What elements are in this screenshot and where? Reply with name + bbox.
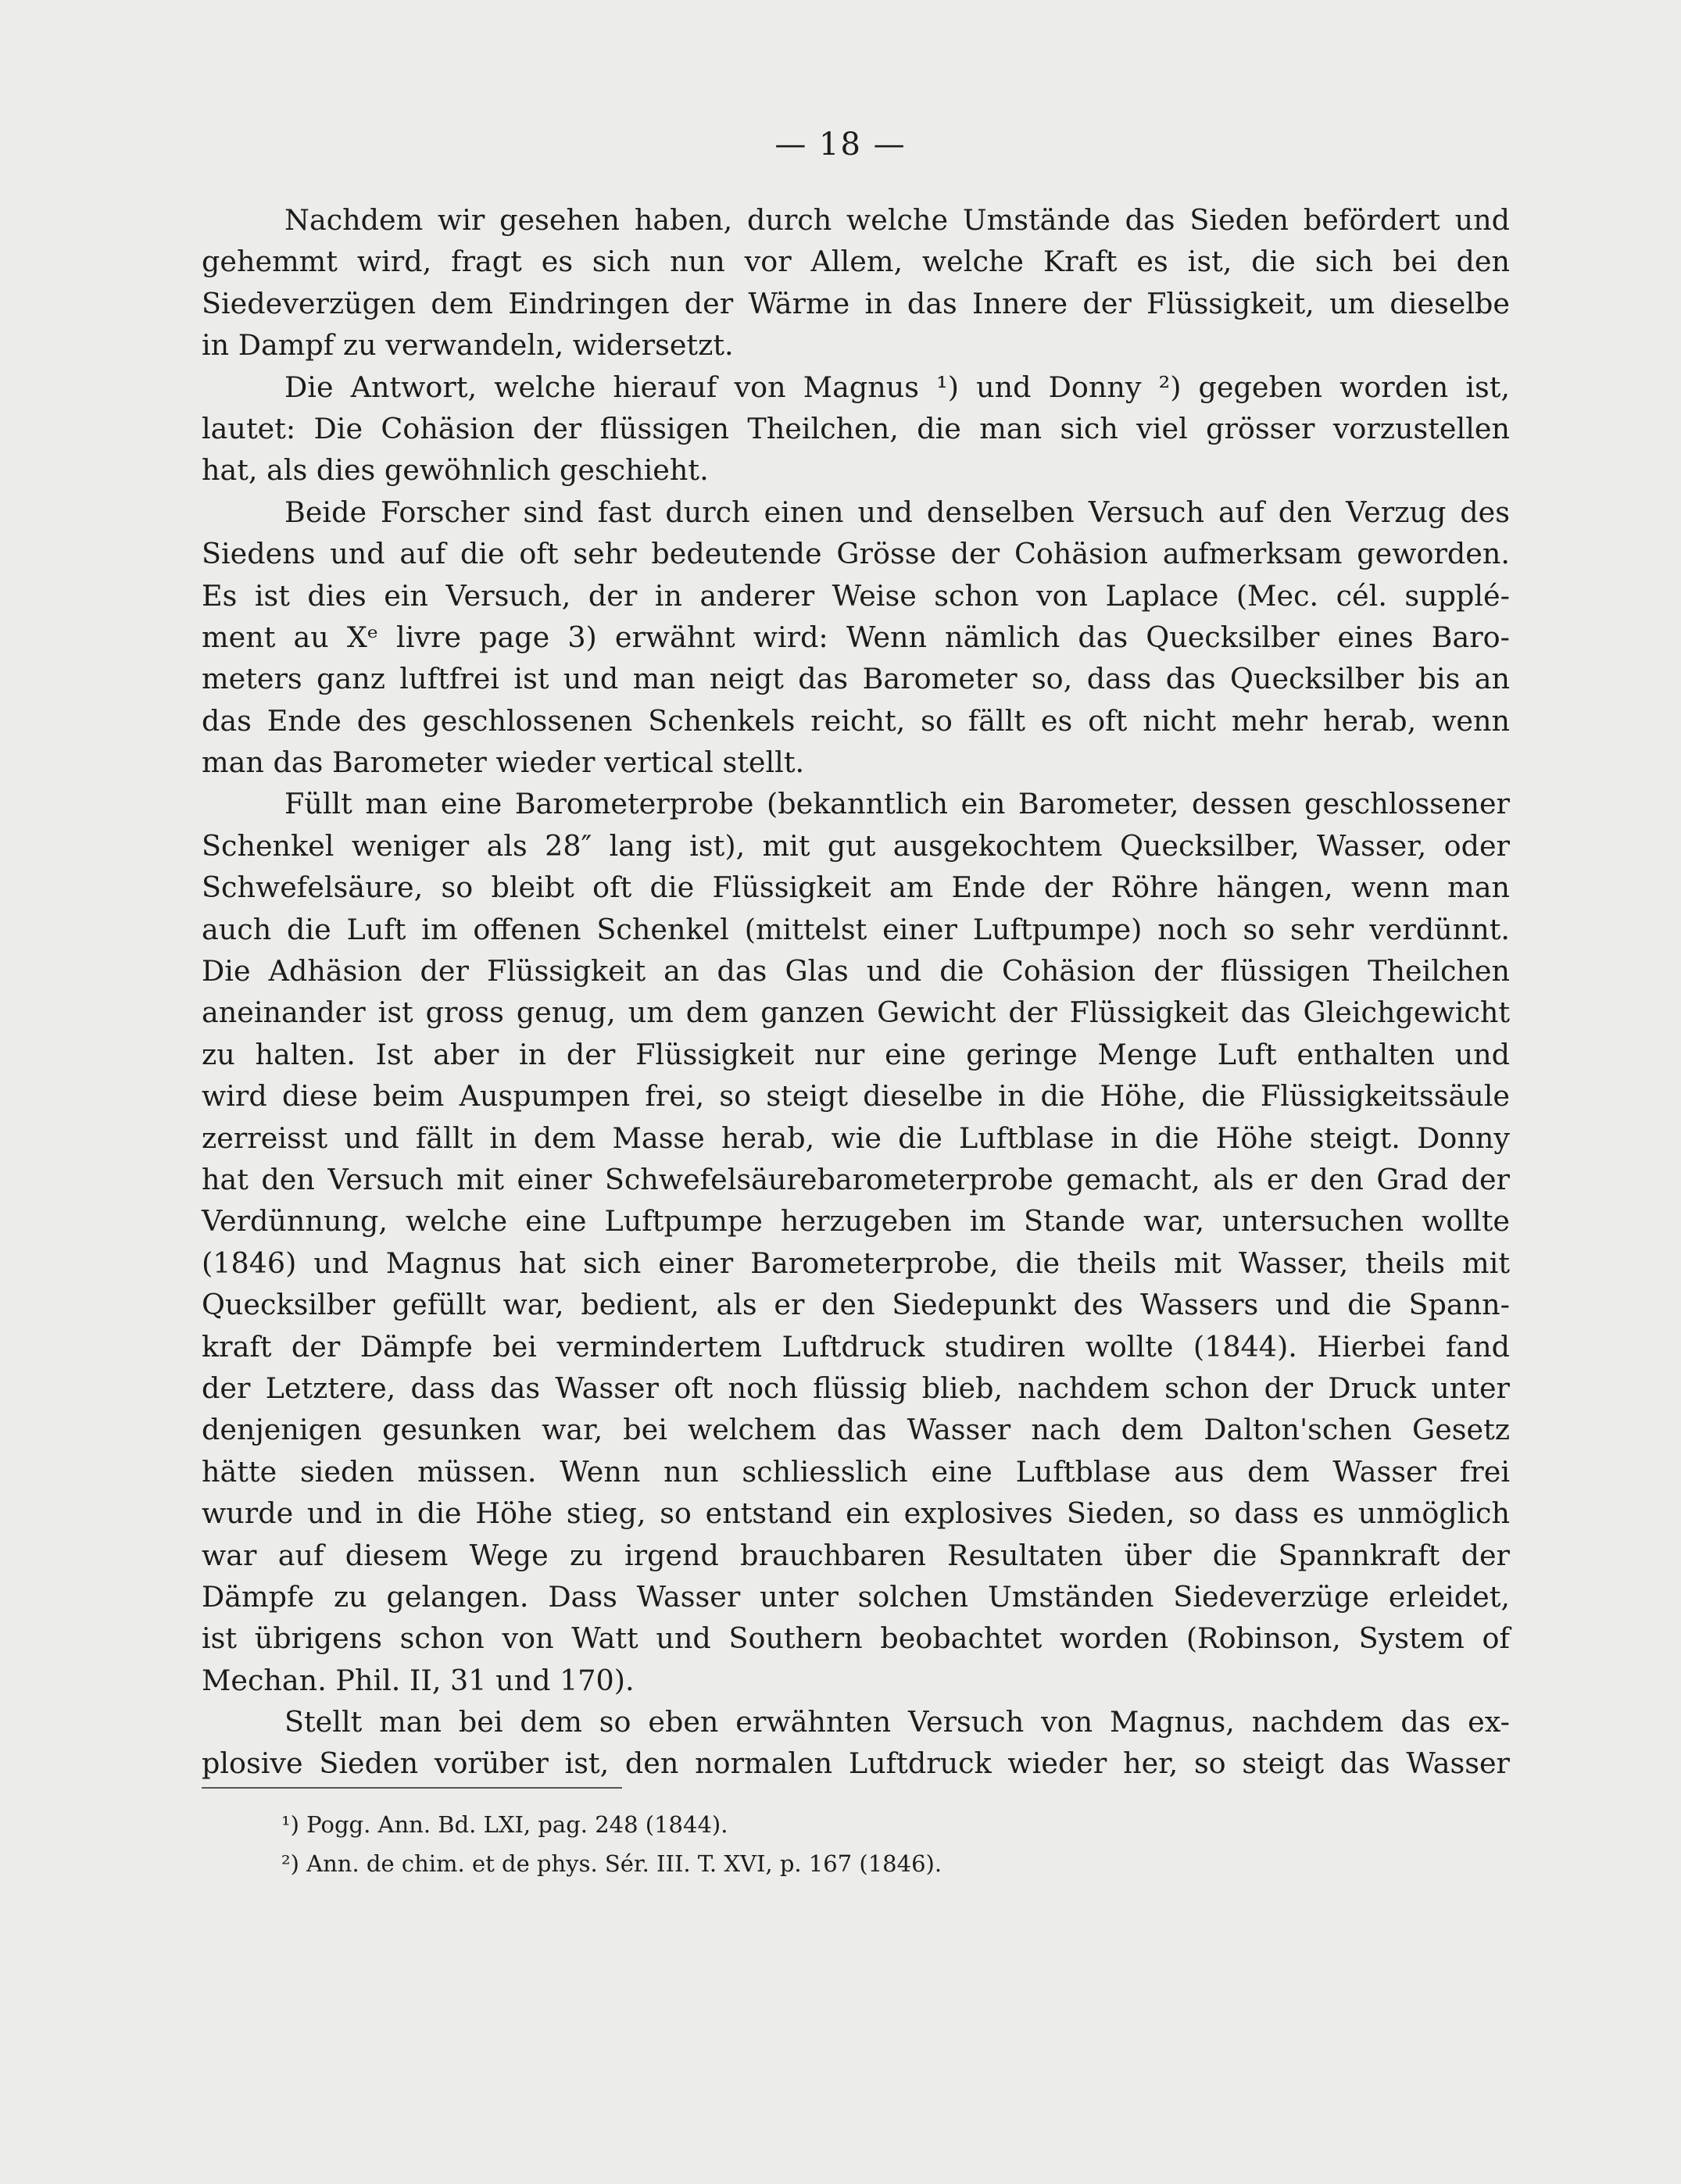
footnote-rule: [202, 1787, 622, 1789]
text-line: auch die Luft im offenen Schenkel (mittelst einer Luftpumpe) noch so sehr verdünnt.: [202, 912, 1510, 946]
text-line: Mechan. Phil. II, 31 und 170).: [202, 1663, 635, 1697]
text-line: aneinander ist gross genug, um dem ganzen Gewicht der Flüssigkeit das Gleichgewicht: [202, 995, 1510, 1030]
text-line: Schenkel weniger als 28″ lang ist), mit gut ausgekochtem Quecksilber, Wasser, oder: [202, 828, 1510, 863]
text-line: der Letztere, dass das Wasser oft noch flüssig blieb, nachdem schon der Druck unter: [202, 1371, 1510, 1405]
footnote-2: ²) Ann. de chim. et de phys. Sér. III. T. XVI, p. 167 (1846).: [281, 1850, 942, 1877]
text-line: hat, als dies gewöhnlich geschieht.: [202, 453, 709, 488]
text-line: lautet: Die Cohäsion der flüssigen Theilchen, die man sich viel grösser vorzustellen: [202, 411, 1510, 445]
text-line: Nachdem wir gesehen haben, durch welche Umstände das Sieden befördert und: [284, 203, 1510, 237]
text-line: Beide Forscher sind fast durch einen und denselben Versuch auf den Verzug des: [284, 495, 1510, 529]
text-line: man das Barometer wieder vertical stellt.: [202, 745, 805, 780]
text-line: hat den Versuch mit einer Schwefelsäurebarometerprobe gemacht, als er den Grad der: [202, 1162, 1510, 1196]
text-line: Quecksilber gefüllt war, bedient, als er den Siedepunkt des Wassers und die Spann-: [202, 1288, 1510, 1322]
text-line: zu halten. Ist aber in der Flüssigkeit nur eine geringe Menge Luft enthalten und: [202, 1037, 1510, 1071]
text-line: Füllt man eine Barometerprobe (bekanntlich ein Barometer, dessen geschlossener: [284, 787, 1510, 821]
text-line: wird diese beim Auspumpen frei, so steigt dieselbe in die Höhe, die Flüssigkeitssäule: [202, 1079, 1510, 1113]
footnotes: [281, 1805, 1219, 1883]
text-line: meters ganz luftfrei ist und man neigt das Barometer so, dass das Quecksilber bis an: [202, 662, 1510, 696]
text-line: (1846) und Magnus hat sich einer Barometerprobe, die theils mit Wasser, theils mit: [202, 1246, 1510, 1280]
text-line: kraft der Dämpfe bei vermindertem Luftdruck studiren wollte (1844). Hierbei fand: [202, 1329, 1510, 1364]
text-line: ment au Xᵉ livre page 3) erwähnt wird: Wenn nämlich das Quecksilber eines Baro-: [202, 620, 1510, 654]
text-line: Siedeverzügen dem Eindringen der Wärme in das Innere der Flüssigkeit, um dieselbe: [202, 286, 1510, 320]
footnote-1: ¹) Pogg. Ann. Bd. LXI, pag. 248 (1844).: [281, 1811, 728, 1838]
page-number: — 18 —: [774, 127, 907, 163]
text-line: gehemmt wird, fragt es sich nun vor Allem, welche Kraft es ist, die sich bei den: [202, 245, 1510, 279]
text-line: Verdünnung, welche eine Luftpumpe herzugeben im Stande war, untersuchen wollte: [202, 1204, 1510, 1239]
text-line: zerreisst und fällt in dem Masse herab, wie die Luftblase in die Höhe steigt. Donny: [202, 1121, 1510, 1155]
text-line: Die Antwort, welche hierauf von Magnus ¹) und Donny ²) gegeben worden ist,: [284, 370, 1510, 404]
text-line: in Dampf zu verwandeln, widersetzt.: [202, 328, 734, 363]
text-line: Stellt man bei dem so eben erwähnten Versuch von Magnus, nachdem das ex-: [284, 1705, 1510, 1739]
body-text: [202, 199, 1510, 1785]
text-line: Die Adhäsion der Flüssigkeit an das Glas und die Cohäsion der flüssigen Theilchen: [202, 954, 1510, 988]
text-line: ist übrigens schon von Watt und Southern beobachtet worden (Robinson, System of: [202, 1621, 1510, 1656]
text-line: denjenigen gesunken war, bei welchem das Wasser nach dem Dalton'schen Gesetz: [202, 1413, 1510, 1447]
text-line: plosive Sieden vorüber ist, den normalen Luftdruck wieder her, so steigt das Wasser: [202, 1746, 1510, 1781]
text-line: wurde und in die Höhe stieg, so entstand ein explosives Sieden, so dass es unmöglich: [202, 1496, 1510, 1531]
text-line: Siedens und auf die oft sehr bedeutende Grösse der Cohäsion aufmerksam geworden.: [202, 537, 1510, 571]
text-line: Es ist dies ein Versuch, der in anderer Weise schon von Laplace (Mec. cél. supplé-: [202, 578, 1510, 613]
text-line: hätte sieden müssen. Wenn nun schliesslich eine Luftblase aus dem Wasser frei: [202, 1454, 1510, 1489]
text-line: Dämpfe zu gelangen. Dass Wasser unter solchen Umständen Siedeverzüge erleidet,: [202, 1579, 1510, 1614]
text-line: Schwefelsäure, so bleibt oft die Flüssigkeit am Ende der Röhre hängen, wenn man: [202, 870, 1510, 905]
text-line: war auf diesem Wege zu irgend brauchbaren Resultaten über die Spannkraft der: [202, 1538, 1510, 1572]
text-line: das Ende des geschlossenen Schenkels reicht, so fällt es oft nicht mehr herab, wenn: [202, 703, 1510, 738]
